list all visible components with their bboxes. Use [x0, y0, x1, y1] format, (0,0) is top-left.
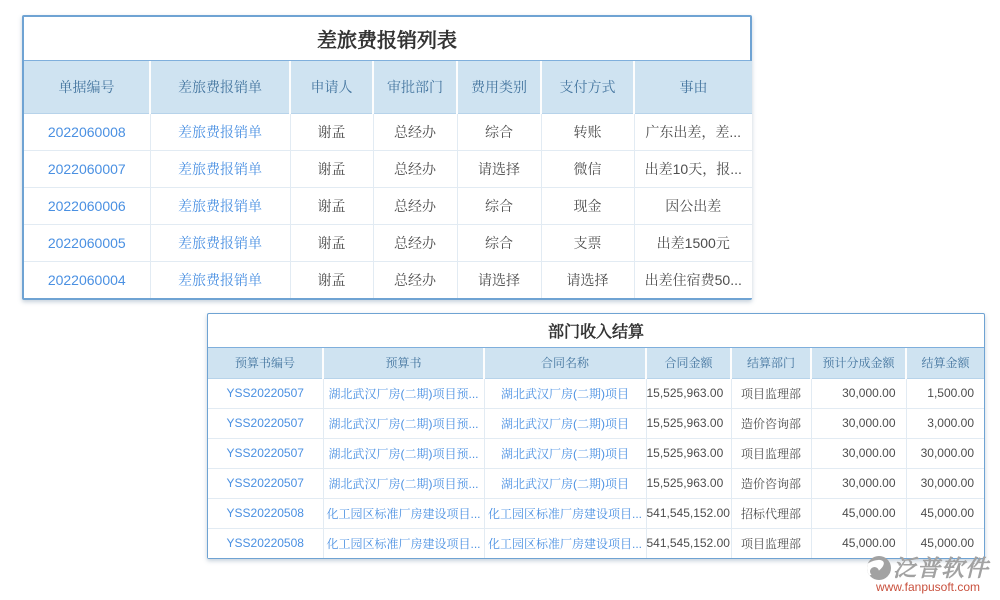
- table-cell: [24, 224, 150, 261]
- column-header: 费用类别: [457, 61, 541, 113]
- column-header: 申请人: [290, 61, 373, 113]
- department-income-title: 部门收入结算: [208, 314, 984, 348]
- column-header: 合同金额: [646, 348, 731, 378]
- table-cell: [484, 438, 646, 468]
- cell-link[interactable]: 2022060005: [47, 234, 126, 251]
- cell-link[interactable]: 2022060004: [47, 271, 126, 288]
- table-row: [24, 261, 752, 298]
- table-cell: 总经办: [373, 113, 457, 150]
- table-cell: 谢孟: [290, 187, 373, 224]
- table-cell: 综合: [457, 187, 541, 224]
- table-cell: 支票: [541, 224, 634, 261]
- department-income-panel: [207, 313, 985, 559]
- table-cell: 谢孟: [290, 261, 373, 298]
- table-cell: 15,525,963.00: [646, 408, 731, 438]
- table-cell: 综合: [457, 224, 541, 261]
- table-cell: [24, 261, 150, 298]
- table-cell: 造价咨询部: [731, 468, 811, 498]
- fanpu-watermark: [862, 556, 994, 594]
- table-cell: [208, 528, 323, 558]
- table-cell: [323, 408, 484, 438]
- column-header: 差旅费报销单: [150, 61, 290, 113]
- table-cell: [208, 378, 323, 408]
- table-cell: 广东出差，差...: [634, 113, 752, 150]
- table-cell: 招标代理部: [731, 498, 811, 528]
- cell-link[interactable]: 湖北武汉厂房(二期)项目: [501, 416, 629, 431]
- table-cell: [24, 187, 150, 224]
- watermark-url: www.fanpusoft.com: [875, 580, 981, 595]
- column-header: 预算书: [323, 348, 484, 378]
- table-row: [208, 468, 984, 498]
- cell-link[interactable]: 湖北武汉厂房(二期)项目预...: [328, 476, 479, 491]
- table-cell: 总经办: [373, 187, 457, 224]
- table-cell: 30,000.00: [811, 438, 906, 468]
- table-cell: [150, 150, 290, 187]
- table-cell: 541,545,152.00: [646, 498, 731, 528]
- table-cell: 30,000.00: [811, 408, 906, 438]
- cell-link[interactable]: 化工园区标准厂房建设项目...: [326, 536, 481, 551]
- table-cell: 1,500.00: [906, 378, 984, 408]
- table-cell: 现金: [541, 187, 634, 224]
- table-cell: 请选择: [541, 261, 634, 298]
- table-cell: [484, 378, 646, 408]
- department-income-table: [208, 348, 984, 558]
- column-header: 结算金额: [906, 348, 984, 378]
- column-header: 合同名称: [484, 348, 646, 378]
- watermark-brand: 泛普软件: [893, 555, 989, 582]
- table-cell: 项目监理部: [731, 378, 811, 408]
- table-cell: 总经办: [373, 261, 457, 298]
- cell-link[interactable]: 湖北武汉厂房(二期)项目: [501, 446, 629, 461]
- column-header: 支付方式: [541, 61, 634, 113]
- table-row: [208, 408, 984, 438]
- table-row: [208, 528, 984, 558]
- table-cell: [150, 187, 290, 224]
- table-cell: 因公出差: [634, 187, 752, 224]
- table-cell: [484, 408, 646, 438]
- table-cell: [24, 150, 150, 187]
- header-row: [24, 61, 752, 113]
- table-cell: 出差1500元: [634, 224, 752, 261]
- table-cell: 总经办: [373, 224, 457, 261]
- cell-link[interactable]: YSS20220507: [226, 386, 304, 400]
- cell-link[interactable]: 化工园区标准厂房建设项目...: [326, 506, 481, 521]
- table-cell: 谢孟: [290, 224, 373, 261]
- cell-link[interactable]: 2022060008: [47, 123, 126, 140]
- column-header: 事由: [634, 61, 752, 113]
- table-cell: 15,525,963.00: [646, 468, 731, 498]
- cell-link[interactable]: 差旅费报销单: [178, 197, 262, 214]
- table-cell: 45,000.00: [811, 498, 906, 528]
- cell-link[interactable]: 差旅费报销单: [178, 123, 262, 140]
- table-cell: [150, 261, 290, 298]
- table-row: [24, 187, 752, 224]
- column-header: 预算书编号: [208, 348, 323, 378]
- table-cell: [484, 468, 646, 498]
- table-cell: 45,000.00: [811, 528, 906, 558]
- header-row: [208, 348, 984, 378]
- table-row: [208, 438, 984, 468]
- table-cell: [484, 498, 646, 528]
- cell-link[interactable]: YSS20220508: [226, 536, 304, 551]
- table-cell: 微信: [541, 150, 634, 187]
- cell-link[interactable]: 化工园区标准厂房建设项目...: [487, 506, 642, 521]
- cell-link[interactable]: 差旅费报销单: [178, 160, 262, 177]
- table-cell: [323, 378, 484, 408]
- travel-expense-table: [24, 61, 752, 298]
- table-cell: 总经办: [373, 150, 457, 187]
- table-cell: 30,000.00: [906, 438, 984, 468]
- cell-link[interactable]: 化工园区标准厂房建设项目...: [487, 536, 642, 551]
- cell-link[interactable]: 湖北武汉厂房(二期)项目: [501, 476, 629, 491]
- table-cell: 请选择: [457, 261, 541, 298]
- table-cell: 谢孟: [290, 150, 373, 187]
- table-cell: [208, 498, 323, 528]
- cell-link[interactable]: 差旅费报销单: [178, 271, 262, 288]
- table-cell: [208, 408, 323, 438]
- table-row: [208, 378, 984, 408]
- cell-link[interactable]: 2022060006: [47, 197, 126, 214]
- table-row: [24, 224, 752, 261]
- table-cell: [484, 528, 646, 558]
- column-header: 审批部门: [373, 61, 457, 113]
- cell-link[interactable]: YSS20220508: [226, 506, 304, 520]
- table-cell: 30,000.00: [906, 468, 984, 498]
- table-row: [24, 150, 752, 187]
- table-cell: 30,000.00: [811, 378, 906, 408]
- cell-link[interactable]: YSS20220507: [226, 476, 304, 490]
- column-header: 结算部门: [731, 348, 811, 378]
- travel-expense-list-title: 差旅费报销列表: [24, 17, 750, 61]
- table-cell: [208, 468, 323, 498]
- table-cell: 541,545,152.00: [646, 528, 731, 558]
- table-cell: [150, 224, 290, 261]
- column-header: 预计分成金额: [811, 348, 906, 378]
- cell-link[interactable]: YSS20220507: [226, 446, 304, 460]
- table-cell: 出差10天，报...: [634, 150, 752, 187]
- table-cell: [323, 498, 484, 528]
- cell-link[interactable]: YSS20220507: [226, 416, 304, 430]
- column-header: 单据编号: [24, 61, 150, 113]
- table-cell: [208, 438, 323, 468]
- cell-link[interactable]: 湖北武汉厂房(二期)项目预...: [328, 386, 479, 401]
- cell-link[interactable]: 2022060007: [47, 160, 126, 177]
- table-cell: 项目监理部: [731, 438, 811, 468]
- table-cell: 请选择: [457, 150, 541, 187]
- table-cell: [323, 528, 484, 558]
- travel-expense-list-panel: [22, 15, 752, 300]
- cell-link[interactable]: 湖北武汉厂房(二期)项目预...: [328, 416, 479, 431]
- table-cell: 15,525,963.00: [646, 378, 731, 408]
- table-cell: 45,000.00: [906, 528, 984, 558]
- table-row: [24, 113, 752, 150]
- table-cell: [24, 113, 150, 150]
- table-cell: [323, 438, 484, 468]
- table-cell: [150, 113, 290, 150]
- table-cell: 谢孟: [290, 113, 373, 150]
- fanpu-logo-icon: [867, 556, 891, 580]
- table-cell: 30,000.00: [811, 468, 906, 498]
- table-cell: 转账: [541, 113, 634, 150]
- table-cell: 项目监理部: [731, 528, 811, 558]
- table-row: [208, 498, 984, 528]
- table-cell: 出差住宿费50...: [634, 261, 752, 298]
- table-cell: 15,525,963.00: [646, 438, 731, 468]
- table-cell: 造价咨询部: [731, 408, 811, 438]
- cell-link[interactable]: 湖北武汉厂房(二期)项目: [501, 386, 629, 401]
- table-cell: 综合: [457, 113, 541, 150]
- cell-link[interactable]: 差旅费报销单: [178, 234, 262, 251]
- table-cell: 45,000.00: [906, 498, 984, 528]
- table-cell: 3,000.00: [906, 408, 984, 438]
- table-cell: [323, 468, 484, 498]
- cell-link[interactable]: 湖北武汉厂房(二期)项目预...: [328, 446, 479, 461]
